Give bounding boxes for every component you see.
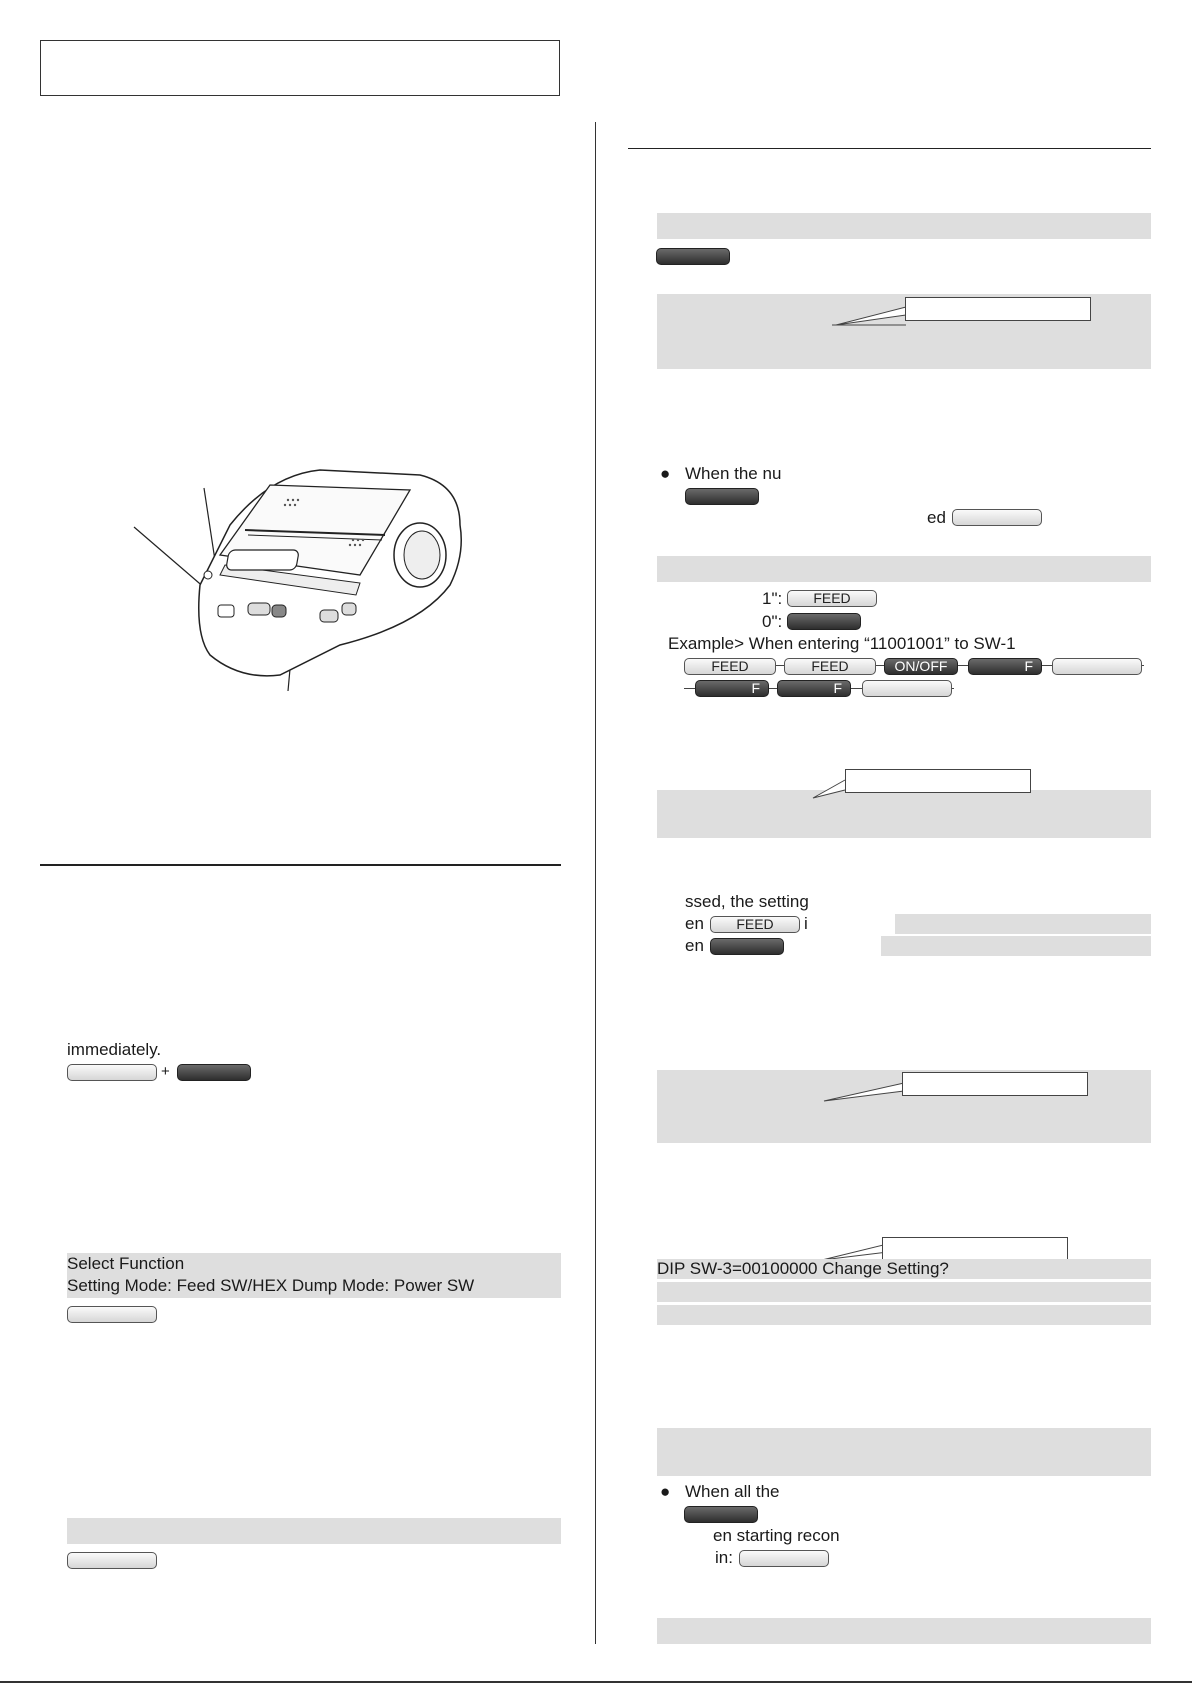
example-key: ON/OFF [884,658,958,675]
example-key: F [695,680,769,697]
bullet-icon: ● [660,464,671,483]
feed-key: FEED [710,916,800,933]
callout-pointer [820,1075,910,1105]
shaded-block [67,1518,561,1544]
shaded-block [657,1618,1151,1644]
column-divider [595,122,596,1644]
ssed-text: ssed, the setting [685,892,809,911]
power-key-icon [710,938,784,955]
power-key-icon [177,1064,251,1081]
setting-mode-text: Setting Mode: Feed SW/HEX Dump Mode: Power SW [67,1276,475,1295]
feed-key-icon [739,1550,829,1567]
shaded-block [657,213,1151,239]
example-text: Example> When entering “11001001” to SW-1 [668,634,1016,653]
section-rule-right [628,148,1151,149]
shaded-block [657,1282,1151,1302]
shaded-block [881,936,1151,956]
en-text: en [685,914,704,933]
starting-recon-text: en starting recon [713,1526,840,1545]
when-all-the-text: When all the [685,1482,780,1501]
example-key: FEED [784,658,876,675]
shaded-block [657,1305,1151,1325]
select-function-text: Select Function [67,1254,185,1273]
when-the-nu-text: When the nu [685,464,782,483]
shaded-block [657,1428,1151,1476]
example-key [862,680,952,697]
section-rule-left [40,864,561,866]
ed-text: ed [927,508,946,527]
example-key: FEED [684,658,776,675]
i-text: i [804,914,808,933]
power-key-icon [656,248,730,265]
feed-key-icon [67,1306,157,1323]
example-key: F [968,658,1042,675]
bullet-icon: ● [660,1482,671,1501]
title-box [40,40,560,96]
power-key-icon [787,613,861,630]
example-key [1052,658,1142,675]
in-text: in: [715,1548,733,1567]
zero-label: 0": [762,612,783,631]
power-key-icon [684,1506,758,1523]
en-text: en [685,936,704,955]
power-key-icon [685,488,759,505]
feed-key: FEED [787,590,877,607]
feed-key-icon [952,509,1042,526]
immediately-text: immediately. [67,1040,162,1059]
page-bottom-border [0,1681,1192,1683]
shaded-block [657,790,1151,838]
feed-key-icon [67,1552,157,1569]
dip-switch-text: DIP SW-3=00100000 Change Setting? [657,1259,949,1278]
shaded-block [895,914,1151,934]
one-label: 1": [762,589,783,608]
example-key: F [777,680,851,697]
printer-illustration [120,455,480,695]
shaded-block [657,556,1151,582]
plus-sign: + [161,1063,170,1080]
feed-key-icon [67,1064,157,1081]
